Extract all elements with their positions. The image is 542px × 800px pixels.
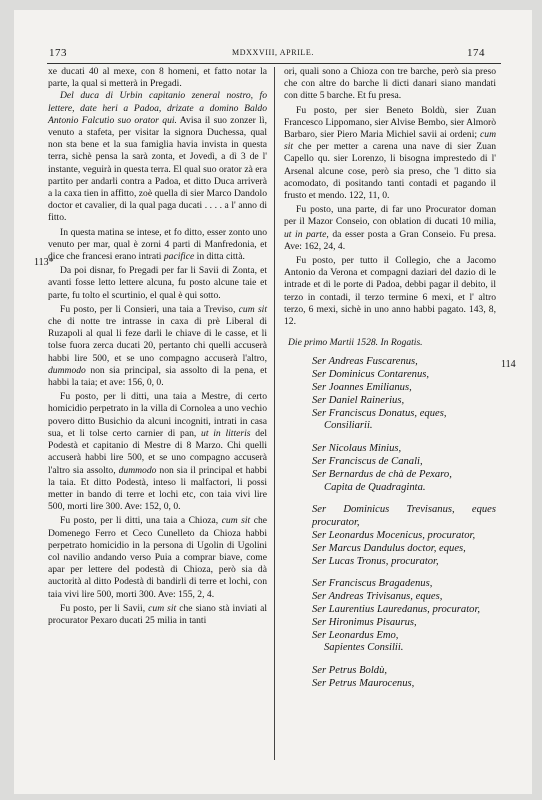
column-divider <box>274 67 275 760</box>
text: Fu posto, per li ditti, una taia a Chioza, <box>60 515 222 527</box>
text: Fu posto, una parte, di far uno Procurator doman per il Mazor Conseio, con oblation di ducati 10 milia, <box>284 204 496 228</box>
name-line: Ser Laurentius Lauredanus, procurator, <box>312 604 481 616</box>
text: , da esser posta a Gran Conseio. Fu presa. Ave: 162, 24, 4. <box>284 228 496 252</box>
page-header <box>14 47 532 61</box>
paragraph <box>48 265 267 302</box>
right-column <box>284 66 496 691</box>
text: non sia il principal et habbi la taia. Et ditto Podestà, inteso li malfactori, li possi metter in bando di terre et lochi etc, con taia vivi lire 500, morti lire 300. Ave: 152, 0, 0. <box>48 464 267 513</box>
left-page-number: 173 <box>49 47 67 59</box>
italic-text: cum sit <box>148 602 177 614</box>
text: xe ducati 40 al mexe, con 8 homeni, et fatto notar la parte, la qual si metterà in Pregadi. <box>48 66 267 90</box>
text: Fu posto, per li Consieri, una taia a Treviso, <box>60 303 239 315</box>
book-page <box>14 10 532 794</box>
text: Fu posto, per sier Beneto Boldù, sier Zuan Francesco Lippomano, sier Alvise Bembo, sier Almorò Barbaro, sier Piero Maria Michiel savii ai ordeni; <box>284 104 496 141</box>
text: non sia principal, sia assolto di la pena, et habbi la taia; et ave: 156, 0, 0. <box>48 364 267 389</box>
paragraph <box>48 515 267 600</box>
paragraph <box>48 227 267 264</box>
text: Fu posto, per li ditti, una taia a Mestre, di certo homicidio perpetrato in la villa di Cornolea a uno vechio povero ditto Busichio da alcuni incogniti, intrati in casa sua, et li tolse certo carnier di pan, <box>48 391 267 439</box>
italic-text: pacifice <box>163 251 195 263</box>
name-line: Ser Bernardus de chà de Pexaro, <box>312 468 452 480</box>
text: Da poi disnar, fo Pregadi per far li Savii di Zonta, et avanti fosse letto lettere alcuna, fu posto alcune taie et parte, fu tolto el scurtinio, el qual è qui sotto. <box>48 265 267 301</box>
paragraph <box>284 105 496 203</box>
name-line: Ser Lucas Tronus, procurator, <box>312 555 439 567</box>
name-line: Ser Daniel Rainerius, <box>312 394 405 406</box>
paragraph <box>48 90 267 224</box>
margin-note-right: 114 <box>501 359 516 370</box>
group-title: Consiliarii. <box>324 420 373 432</box>
name-line: Ser Leonardus Mocenicus, procurator, <box>312 530 476 542</box>
text: Avisa il suo zonzer lì, venuto a stafeta, per visitar la signora Duchessa, qual non sta bene et la sua famiglia havia invista in questa terra, sichè pensa la sarà zonta, et Jovedì, a dì 3 de l' instante, veguirà in questa terra. El qual suo orator zà era partito per andarli contra a Padoa, et ditto Duca arriverà a la caxa tien in affitto, zoè quella di sier Marco Dandolo doctor et cavalier, di la qual paga ducati . . . . a l' anno di fitto. <box>48 114 267 224</box>
italic-text: Del duca di Urbin capitanio zeneral nostro, fo lettere, date heri a Padoa, drizate a domino Baldo Antonio Falcutio suo orator qui. <box>48 90 267 126</box>
margin-note-left: 113* <box>34 257 54 268</box>
italic-text: dummodo <box>118 464 157 476</box>
group-title: Sapientes Consilii. <box>324 642 404 654</box>
header-rule <box>47 63 501 64</box>
text: che siano stà inviati al procurator Pexaro ducati 25 milia in tanti <box>48 602 267 626</box>
name-line: Ser Franciscus Bragadenus, <box>312 578 433 590</box>
paragraph <box>48 391 267 513</box>
names-list <box>284 356 496 690</box>
paragraph <box>284 255 496 328</box>
section-heading: Die primo Martii 1528. In Rogatis. <box>288 337 423 349</box>
italic-text: ut in litteris <box>201 427 251 439</box>
left-column <box>48 66 267 627</box>
italic-text: dummodo <box>48 364 86 376</box>
name-line: Ser Andreas Fuscarenus, <box>312 356 418 368</box>
text: Fu posto, per li Savii, <box>60 602 149 614</box>
name-line: Ser Petrus Maurocenus, <box>312 678 415 689</box>
paragraph <box>48 304 267 389</box>
name-line: Ser Franciscus de Canali, <box>312 456 423 468</box>
paragraph <box>284 204 496 253</box>
name-line: Ser Dominicus Contarenus, <box>312 369 430 381</box>
paragraph <box>284 66 496 103</box>
paragraph <box>48 603 267 627</box>
italic-text: ut in parte <box>284 228 327 240</box>
name-line: Ser Marcus Dandulus doctor, eques, <box>312 542 466 554</box>
text: che Domenego Ferro et Ceco Cunelleto da Chioza habbi perpetrato homicidio in la persona di Ugolin di Ugolini col navilio andando verso Puia a comprar biave, come apar per lettere del podestà di Chioza, però sia dà auctorità al ditto Podestà di bandirli di terre et lochi, con taia vivi lire 500, morti 300. Ave: 155, 2, 4. <box>48 515 268 600</box>
paragraph <box>48 66 267 90</box>
name-line: Ser Hironimus Pisaurus, <box>312 616 417 628</box>
right-page-number: 174 <box>467 47 485 59</box>
name-line: Ser Franciscus Donatus, eques, <box>312 407 447 419</box>
italic-text: cum sit <box>238 303 268 315</box>
text: che di notte tre intrasse in caxa di prè Liberal di Ruzapoli al qual li feze darli le chiave di le casse, et li tolse fuora zerca ducati 20, pertanto chi quelli accuserà habbi lire 500, et se uno compagno accuserà l'altro, <box>48 316 267 364</box>
running-title: MDXXVIII, APRILE. <box>232 48 314 57</box>
text: In questa matina se intese, et fo ditto, esser zonto uno venuto per mar, qual è zorni 4 parti di Manfredonia, et dice che francesi erano intrati <box>48 226 267 263</box>
text: Fu posto, per tutto il Collegio, che a Jacomo Antonio da Verona et compagni daziari del dazio di le intrade et di le porte di Padoa, debbi pagar il debito, il terzo in contadi, il terzo termine 6 mexi, et l' altro terzo, 6 mexi, sichè in uno anno habbi pagato. 143, 8, 12. <box>284 255 496 328</box>
text: che per metter a carena una nave di sier Zuan Capello qu. sier Lorenzo, li bisogna imprestedo di l' Arsenal alcune cose, però sia preso, che 'l ditto sia acomodato, di positando tanti contadi et pagando il frusto et mendo. 122, 11, 0. <box>284 141 496 202</box>
name-line: Ser Joannes Emilianus, <box>312 382 412 394</box>
name-line: Ser Andreas Trivisanus, eques, <box>312 591 443 603</box>
name-line: Ser Leonardus Emo, <box>312 629 399 641</box>
text: del Podestà et capitanio di Mestre di 8 Marzo. Chi quelli accuserà habbi lire 500, et se uno compagno accuserà l'altro sia assolto, <box>48 427 267 476</box>
italic-text: cum sit <box>284 129 496 153</box>
text: in ditta città. <box>194 251 245 263</box>
name-line: Ser Nicolaus Minius, <box>312 443 402 455</box>
text: ori, quali sono a Chioza con tre barche, però sia preso che con altre do barche li dicti danari siano mandati con ditte 5 barche. Et fu presa. <box>284 66 496 102</box>
name-line: Ser Dominicus Trevisanus, eques procurator, <box>312 504 496 529</box>
group-title: Capita de Quadraginta. <box>324 481 426 493</box>
name-line: Ser Petrus Boldù, <box>312 665 388 677</box>
italic-text: cum sit <box>221 515 251 527</box>
